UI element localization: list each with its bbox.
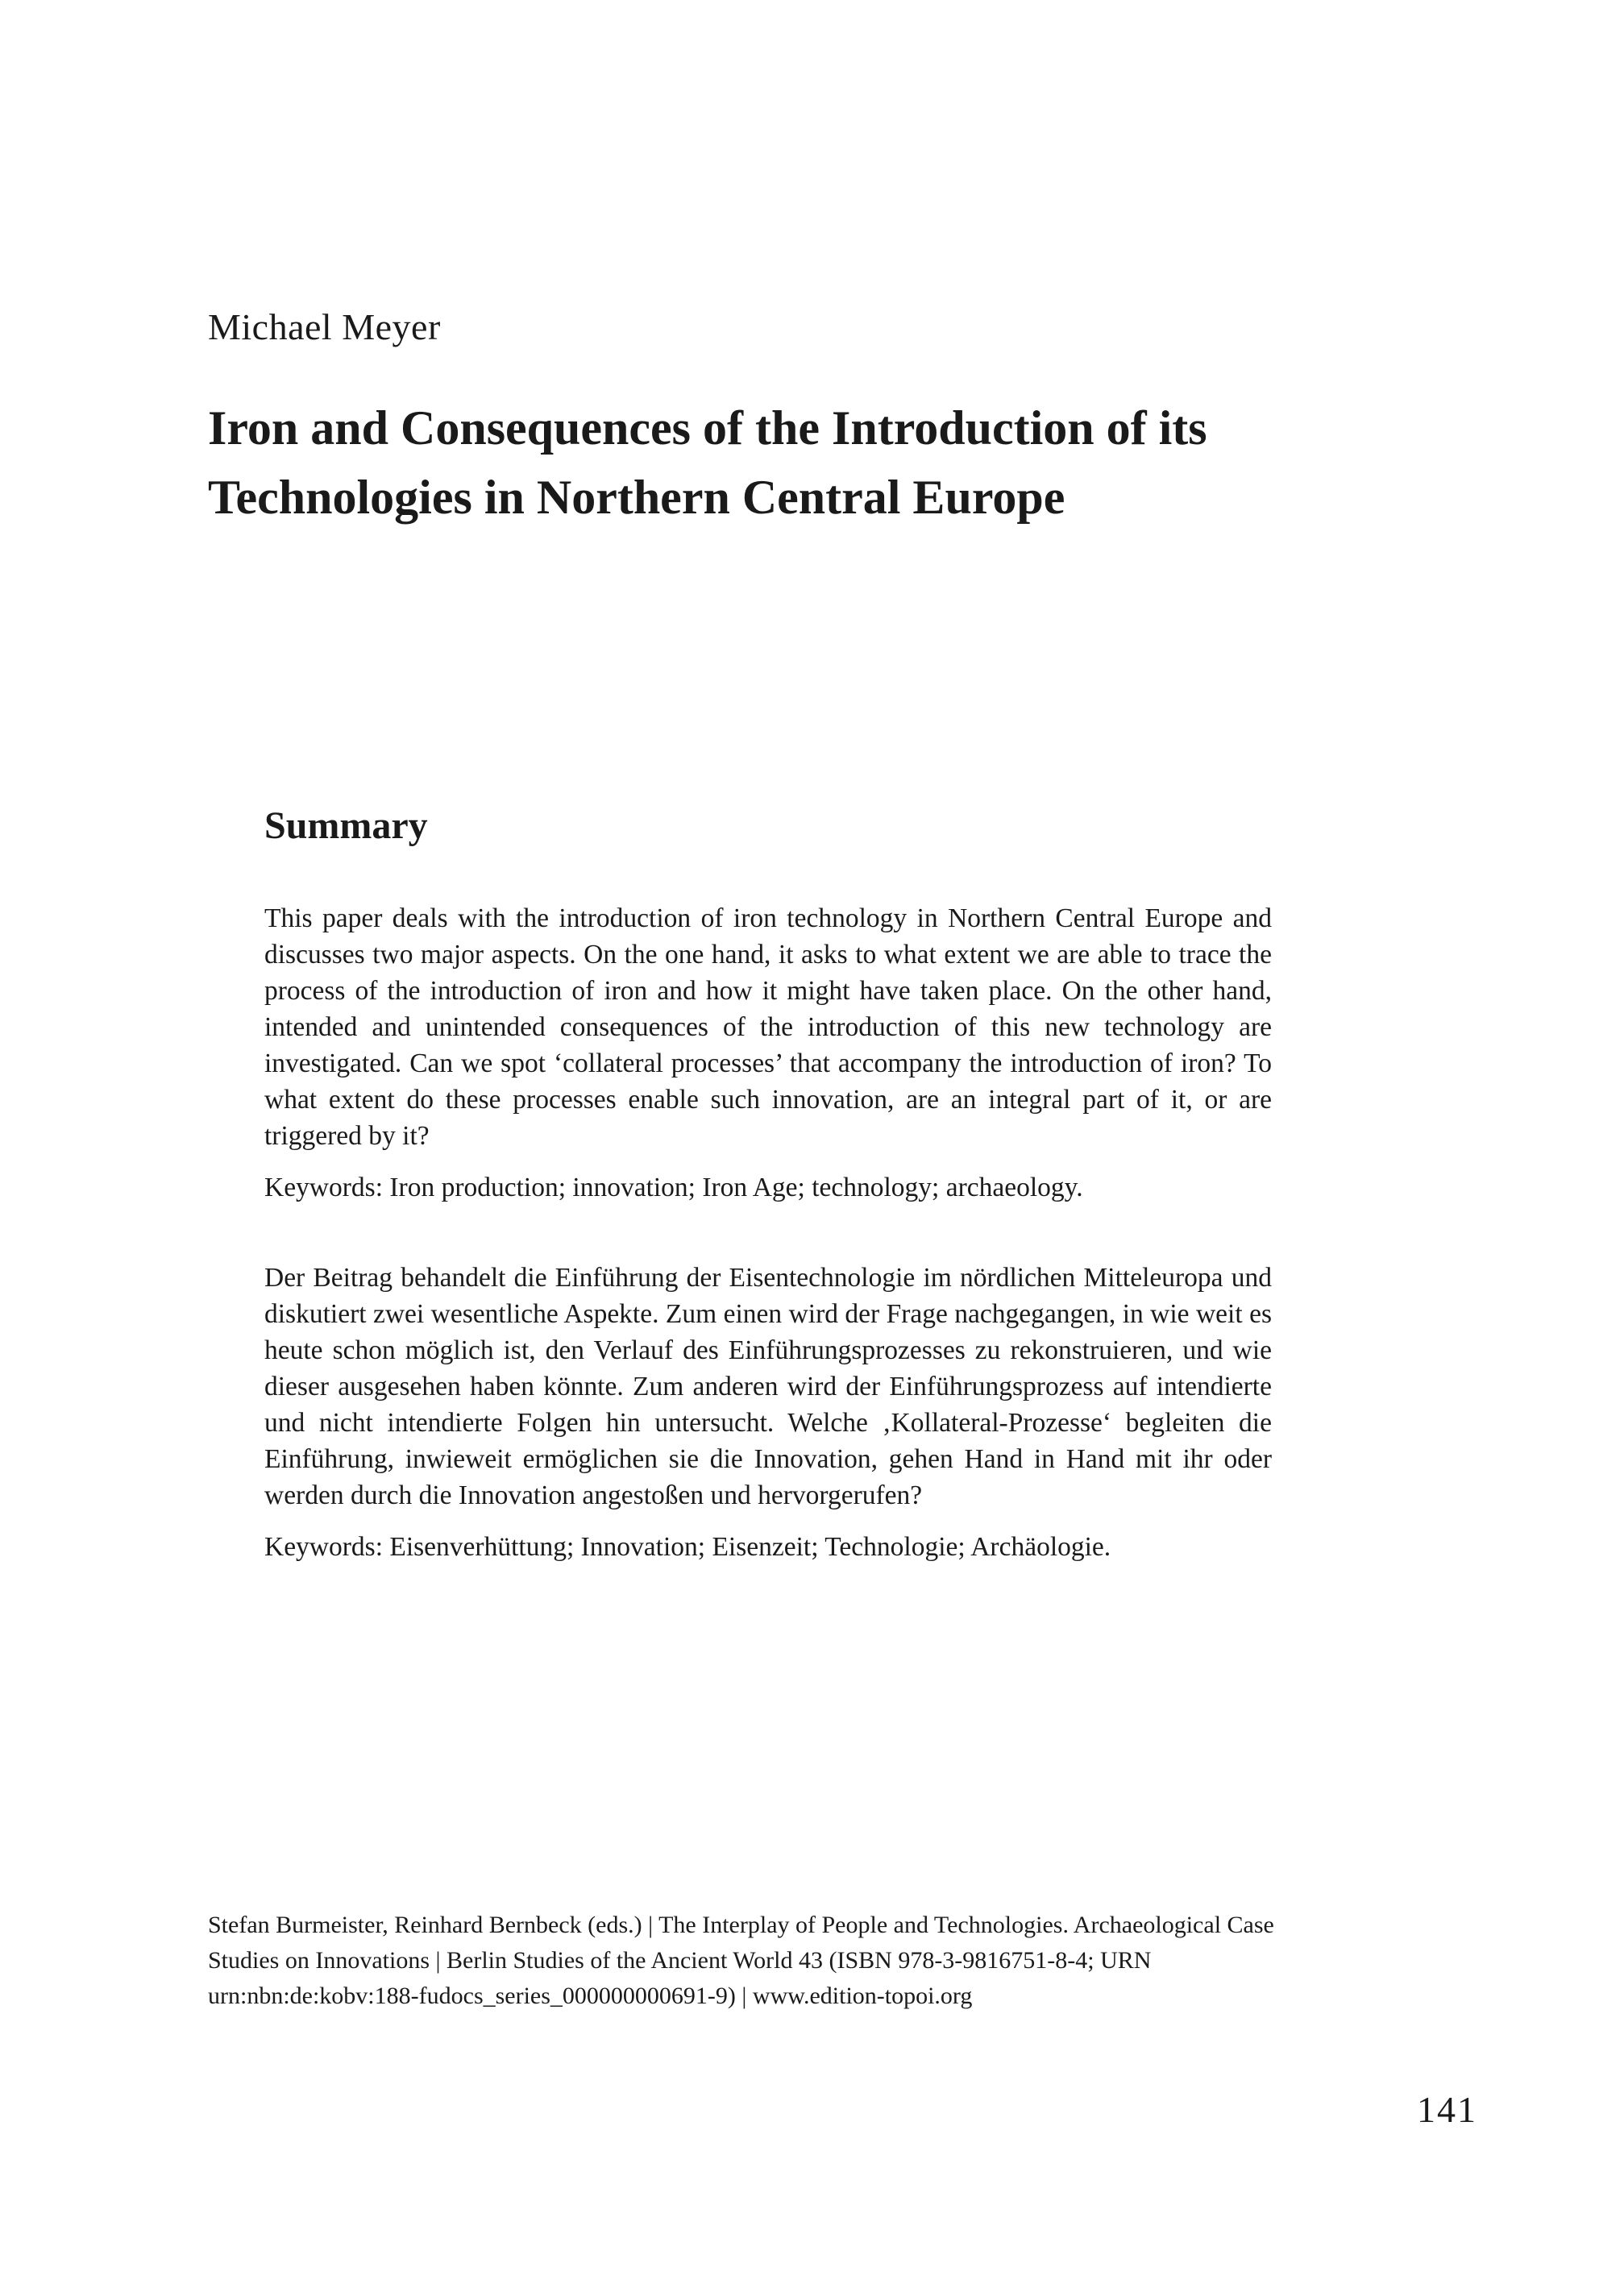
abstract-section (264, 802, 1272, 1565)
english-abstract: This paper deals with the introduction of iron technology in Northern Central Europe and discusses two major aspects. On the one hand, it asks to what extent we are able to trace the process of the introduction of iron and how it might have taken place. On the other hand, intended and unintended consequences of the introduction of this new technology are investigated. Can we spot ‘collateral processes’ that accompany the introduction of iron? To what extent do these processes enable such innovation, are an integral part of it, or are triggered by it? (264, 903, 1272, 1151)
summary-heading: Summary (264, 804, 428, 847)
author-name: Michael Meyer (208, 306, 441, 347)
german-abstract: Der Beitrag behandelt die Einführung der Eisentechnologie im nördlichen Mitteleuropa und diskutiert zwei wesentliche Aspekte. Zum einen wird der Frage nachgegangen, in wie weit es heute schon möglich ist, den Verlauf des Einführungsprozesses zu rekonstruieren, und wie dieser ausgesehen haben könnte. Zum anderen wird der Einführungsprozess auf intendierte und nicht intendierte Folgen hin untersucht. Welche ‚Kollateral-Prozesse‘ begleiten die Einführung, inwieweit ermöglichen sie die Innovation, gehen Hand in Hand mit ihr oder werden durch die Innovation angestoßen und hervorgerufen? (264, 1263, 1272, 1510)
footer-citation: Stefan Burmeister, Reinhard Bernbeck (eds.) | The Interplay of People and Technologies. Archaeological Case Studies on Innovations | Berlin Studies of the Ancient World 43 (ISBN 978-3-9816751-8-4; URN urn:nbn:de:kobv:188-fudocs_series_000000000691-9) | www.edition-topoi.org (208, 1912, 1274, 2009)
article-title: Iron and Consequences of the Introduction of its Technologies in Northern Central Europe (208, 401, 1207, 524)
german-keywords: Keywords: Eisenverhüttung; Innovation; Eisenzeit; Technologie; Archäologie. (264, 1532, 1111, 1562)
english-keywords: Keywords: Iron production; innovation; Iron Age; technology; archaeology. (264, 1173, 1083, 1202)
page-number: 141 (1417, 2089, 1477, 2130)
